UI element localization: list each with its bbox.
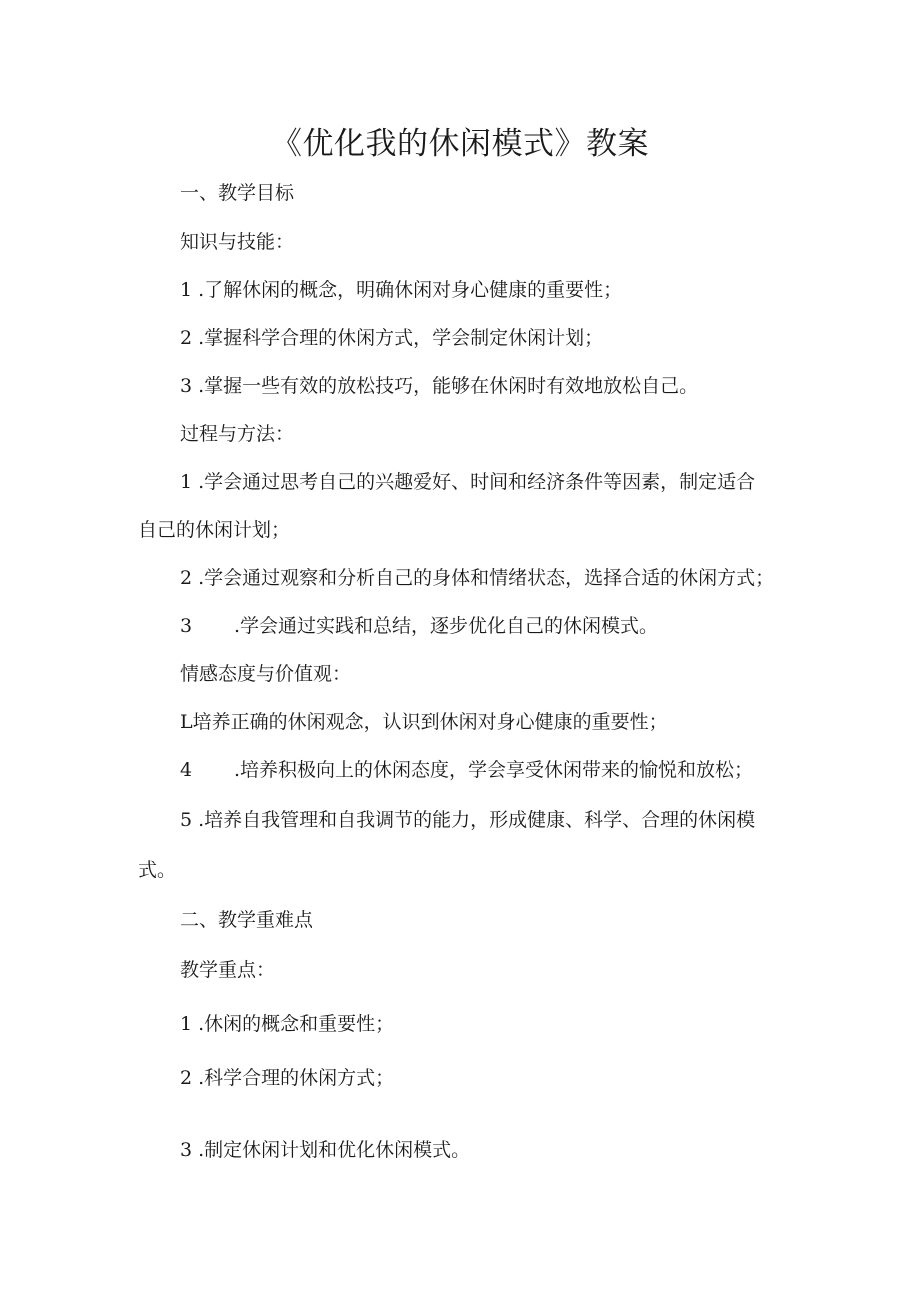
document-title: 《优化我的休闲模式》教案 [271, 126, 649, 162]
list-item: 2 .学会通过观察和分析自己的身体和情绪状态，选择合适的休闲方式； [180, 567, 775, 589]
list-number: 3 [180, 615, 193, 637]
list-item: 5 .培养自我管理和自我调节的能力，形成健康、科学、合理的休闲模 [180, 809, 756, 831]
list-item: 3 .制定休闲计划和优化休闲模式。 [180, 1139, 471, 1161]
list-item [180, 614, 658, 638]
list-text: .培养积极向上的休闲态度，学会享受休闲带来的愉悦和放松； [234, 759, 754, 781]
list-item: L培养正确的休闲观念，认识到休闲对身心健康的重要性； [180, 711, 668, 733]
subheading-knowledge-skills: 知识与技能： [180, 231, 295, 253]
list-item: 1 .休闲的概念和重要性； [180, 1013, 395, 1035]
list-number: 4 [180, 759, 193, 781]
subheading-attitude-values: 情感态度与价值观： [180, 663, 352, 685]
list-item [180, 758, 753, 782]
list-text: .学会通过实践和总结，逐步优化自己的休闲模式。 [234, 615, 659, 637]
list-item: 2 .掌握科学合理的休闲方式，学会制定休闲计划； [180, 327, 604, 349]
list-item-continuation: 式。 [138, 859, 177, 881]
section-heading-key-points: 二、教学重难点 [180, 909, 314, 931]
list-item-continuation: 自己的休闲计划； [138, 519, 291, 541]
list-item: 3 .掌握一些有效的放松技巧，能够在休闲时有效地放松自己。 [180, 375, 699, 397]
list-item: 1 .学会通过思考自己的兴趣爱好、时间和经济条件等因素，制定适合 [180, 471, 756, 493]
subheading-teaching-focus: 教学重点： [180, 959, 276, 981]
subheading-process-method: 过程与方法： [180, 423, 295, 445]
list-item: 2 .科学合理的休闲方式； [180, 1067, 395, 1089]
section-heading-objectives: 一、教学目标 [180, 182, 295, 204]
list-item: 1 .了解休闲的概念，明确休闲对身心健康的重要性； [180, 279, 623, 301]
